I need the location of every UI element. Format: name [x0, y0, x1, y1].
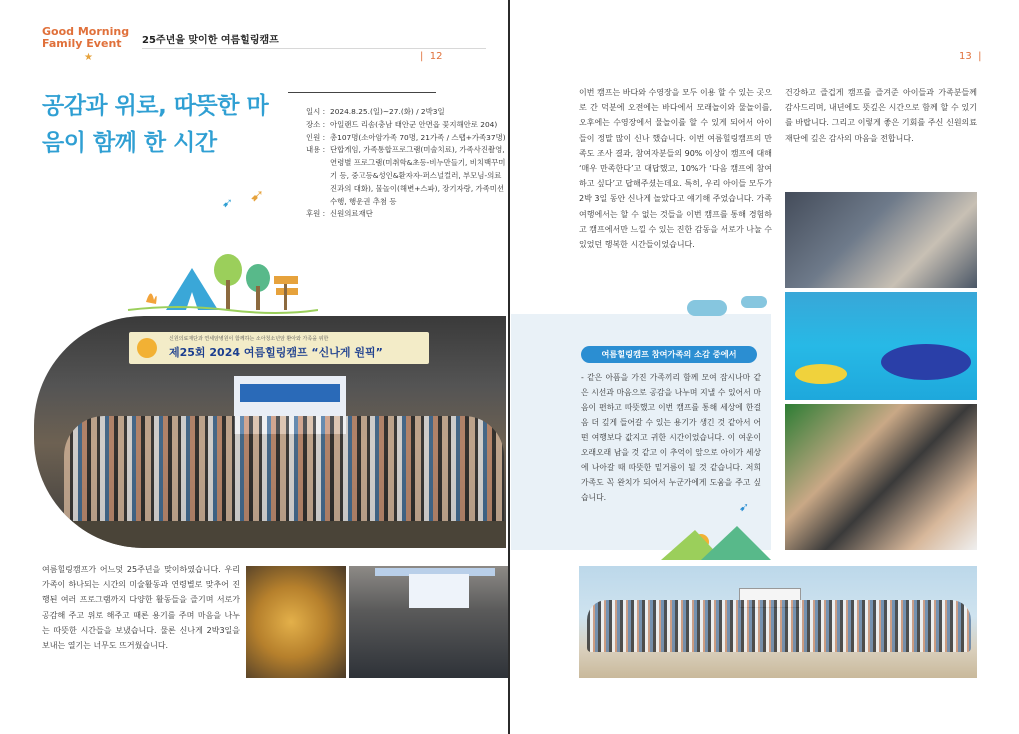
page-number-value: 12	[429, 51, 443, 62]
sea-play-photo	[785, 292, 977, 400]
tent-icon	[166, 268, 218, 310]
star-icon: ★	[84, 52, 93, 63]
group-photo	[34, 316, 506, 548]
info-key: 장소 :	[306, 119, 326, 129]
bird-icon: ➹	[739, 500, 750, 514]
testimonial-title: 여름힐링캠프 참여가족의 소감 중에서	[581, 346, 757, 363]
bird-icon: ➹	[222, 196, 233, 211]
info-row-date	[306, 106, 506, 119]
brand-line1: Good Morning	[42, 25, 130, 38]
yellow-tube	[795, 364, 847, 384]
info-row-place	[306, 119, 506, 132]
painted-hands-photo	[246, 566, 346, 678]
craft-activity-photo	[785, 192, 977, 288]
info-value: 2024.8.25.(일)~27.(화) / 2박3일	[330, 107, 445, 116]
info-divider	[288, 92, 436, 93]
right-body-col2: 건강하고 즐겁게 캠프를 즐겨준 아이들과 가족분들께 감사드리며, 내년에도 뜻깊은 시간으로 함께 할 수 있기를 바랍니다. 그리고 이렇게 좋은 기회를 주신 신원의료재단에 깊은 감사의 마음을 전합니다.	[785, 88, 977, 143]
spine-divider	[508, 0, 510, 734]
testimonial-text: - 같은 아픔을 가진 가족끼리 함께 모여 잠시나마 같은 시선과 마음으로 공감을 나누며 지낼 수 있어서 마음이 편하고 따뜻했고 이번 캠프를 통해 세상에 한걸음 더 깊게 들어갈 수 있는 용기가 생긴 것 같아서 어떤 여행보다 값지고 귀한 시간이었습니다. 이 여운이 오래오래 남을 것 같고 이 추억이 앞으로 아이가 세상에 나아갈 때 따뜻한 밑거름이 될 것 같습니다. 저희 가족도 꼭 완치가 되어서 누군가에게 도움을 주고 싶습니다.	[581, 373, 761, 502]
left-page	[0, 0, 508, 734]
right-body-col1: 이번 캠프는 바다와 수영장을 모두 이용 할 수 있는 곳으로 간 덕분에 오전에는 바다에서 모래놀이와 물놀이를, 오후에는 수영장에서 물놀이를 할 수 있게 되어서 아이들이 정말 많이 신나 했습니다. 이번 여름힐링캠프의 만족도 조사 결과, 참여자분들의 90% 이상이 캠프에 대해 ‘매우 만족한다’고 대답했고, 10%가 ‘다음 캠프에 참여하고 싶다’고 답해주셨는데요. 특히, 우리 아이들 모두가 2박 3일 동안 신나게 놀았다고 얘기해 주었습니다. 가족여행에서는 할 수 없는 것들을 이번 캠프를 통해 경험하고 캠프에서만 느낄 수 있는 진한 감동을 서로가 나눌 수 있었던 행복한 시간들이었습니다.	[579, 88, 772, 250]
sign-icon	[274, 276, 298, 310]
page-number-value: 13	[959, 51, 972, 62]
cloud-icon	[687, 300, 727, 316]
campfire-icon	[146, 293, 157, 304]
brand-logo	[42, 26, 129, 50]
bird-icon: ➹	[250, 186, 265, 206]
floor	[34, 521, 506, 548]
page-number-left: | 12	[420, 51, 443, 62]
blue-tube	[881, 344, 971, 380]
beach-crowd	[587, 600, 971, 652]
sun-icon	[137, 338, 157, 358]
tree-icon	[214, 254, 270, 310]
cloud-icon	[741, 296, 767, 308]
page-number-right: 13 |	[959, 51, 982, 62]
info-key: 내용 :	[306, 145, 326, 155]
event-banner	[129, 332, 429, 364]
info-key: 후원 :	[306, 209, 326, 219]
right-page	[511, 0, 1019, 734]
info-row-people	[306, 132, 506, 145]
info-value: 신원의료재단	[330, 209, 373, 219]
info-value: 아일랜드 리솜(충남 태안군 안면읍 꽃지해안로 204)	[330, 119, 498, 129]
info-value: 단합게임, 가족통합프로그램(미술치료), 가족사진촬영, 연령별 프로그램(미취학&초등-비누만들기, 비치백꾸미기 등, 중고등&성인&환자자-퍼스널컬러, 부모님-의료진과의 대화), 물놀이(해변+스파), 장기자랑, 가족미션수행, 행운권 추첨 등	[330, 145, 506, 206]
info-row-sponsor	[306, 208, 506, 221]
brand-line2: Family Event	[42, 37, 122, 50]
mountain-icon	[661, 520, 771, 560]
banner-subtitle: 신원의료재단과 연세암병원이 함께하는 소아청소년암 환아와 가족을 위한	[169, 336, 329, 342]
info-value: 총107명(소아암가족 70명, 21가족 / 스탭+가족37명)	[330, 132, 506, 142]
info-key: 인원 :	[306, 132, 326, 142]
camp-illustration	[118, 240, 318, 320]
header-divider	[142, 48, 486, 49]
classroom-photo	[349, 566, 508, 678]
info-key: 일시 :	[306, 107, 326, 116]
beach-group-photo	[579, 566, 977, 678]
header-title: 25주년을 맞이한 여름힐링캠프	[142, 35, 279, 46]
event-info	[306, 106, 506, 221]
classroom-screen	[409, 574, 469, 608]
left-body-text: 여름힐링캠프가 어느덧 25주년을 맞이하였습니다. 우리 가족이 하나되는 시간의 미술활동과 연령별로 맞추어 진행된 여러 프로그램까지 다양한 활동들을 즐기며 서로가 공감해 주고 위로 해주고 때론 용기를 주며 마음을 나누는 따뜻한 시간들을 보냈습니다. 물론 신나게 2박3일을 보내는 열기는 너무도 뜨거웠습니다.	[42, 565, 240, 651]
banner-title: 제25회 2024 여름힐링캠프 “신나게 원픽”	[169, 346, 383, 359]
crowd	[64, 416, 504, 526]
hands-together-photo	[785, 404, 977, 550]
headline: 공감과 위로, 따뜻한 마음이 함께 한 시간	[42, 93, 269, 156]
info-row-content	[306, 144, 506, 208]
